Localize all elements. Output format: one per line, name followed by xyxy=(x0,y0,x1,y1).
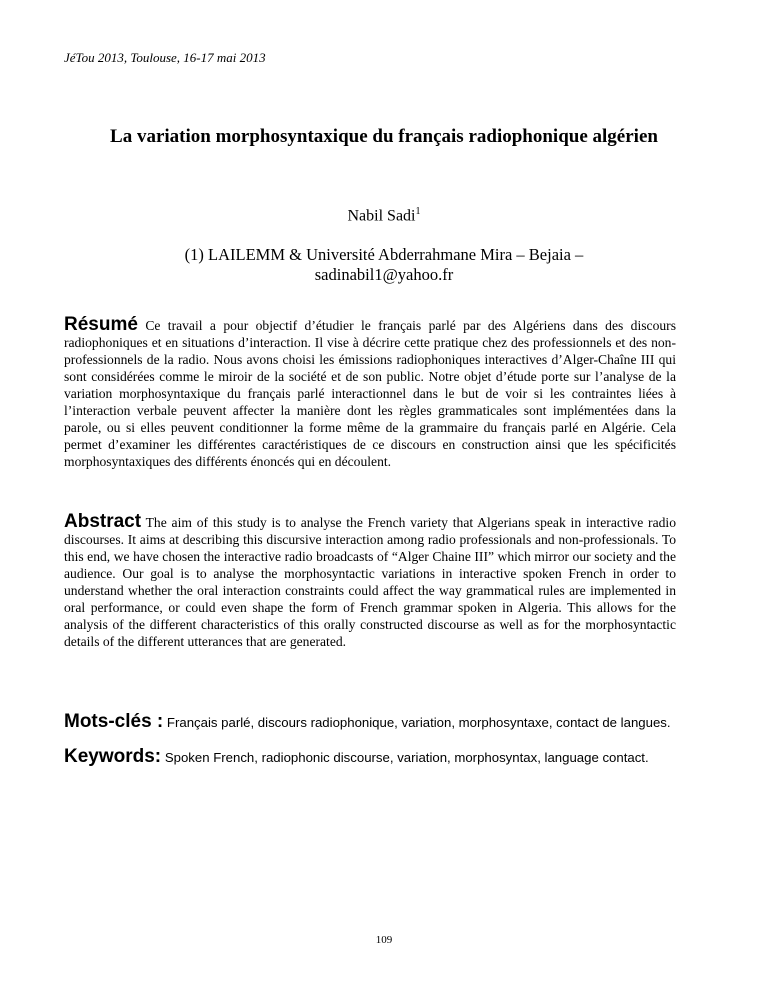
page-number: 109 xyxy=(375,934,393,946)
resume-section xyxy=(64,316,676,470)
keywords-section xyxy=(64,748,676,767)
resume-text: Ce travail a pour objectif d’étudier le français parlé par des Algériens dans des discours radiophoniques et en situations d’interaction. Il vise à décrire cette pratique chez des professionnels et des non-professionnels de la radio. Nous avons choisi les émissions radiophoniques interactives d’Alger-Chaîne III qui sont considérées comme le miroir de la société et de son public. Notre objet d’étude porte sur l’analyse de la variation morphosyntaxique du français parlé interactionnel dans le but de voir si les contraintes liées à l’interaction verbale peuvent affecter la manière dont les règles grammaticales sont implémentées dans la parole, ou si elles peuvent conditionner la forme même de la grammaire du français parlé en Algérie. Cela permet d’examiner les différentes caractéristiques de ce discours en construction ainsi que les spécificités morphosyntaxiques des différents énoncés qui en découlent. xyxy=(64,318,676,469)
abstract-text: The aim of this study is to analyse the French variety that Algerians speak in interactive radio discourses. It aims at describing this discursive interaction among radio professionals and non-professionals. To this end, we have chosen the interactive radio broadcasts of “Alger Chaine III” which mirror our society and the audience. Our goal is to analyse the morphosyntactic variations in interactive spoken French in order to understand whether the oral interaction constraints could affect the way grammatical rules are implemented in oral performance, or could even shape the form of French grammar spoken in Algeria. This allows for the analysis of the different characteristics of this orally constructed discourse as well as for the morphosyntactic details of the different utterances that are generated. xyxy=(64,515,676,649)
author-footnote-mark: 1 xyxy=(415,206,421,217)
keywords-text: Spoken French, radiophonic discourse, variation, morphosyntax, language contact. xyxy=(164,750,649,765)
abstract-section xyxy=(64,513,676,650)
paper-title: La variation morphosyntaxique du français radiophonique algérien xyxy=(110,126,658,147)
mots-cles-label: Mots-clés : xyxy=(64,711,164,732)
running-head: JéTou 2013, Toulouse, 16-17 mai 2013 xyxy=(64,50,266,65)
author-name: Nabil Sadi xyxy=(347,207,416,225)
abstract-label: Abstract xyxy=(64,511,142,532)
affiliation xyxy=(0,245,768,285)
author-line xyxy=(0,206,768,225)
keywords-label: Keywords: xyxy=(64,746,162,767)
mots-cles-text: Français parlé, discours radiophonique, variation, morphosyntaxe, contact de langues. xyxy=(166,715,671,730)
mots-cles-section xyxy=(64,713,676,732)
author-email: sadinabil1@yahoo.fr xyxy=(314,265,454,284)
affiliation-institution: (1) LAILEMM & Université Abderrahmane Mira – Bejaia – xyxy=(184,245,584,264)
resume-label: Résumé xyxy=(64,314,138,335)
